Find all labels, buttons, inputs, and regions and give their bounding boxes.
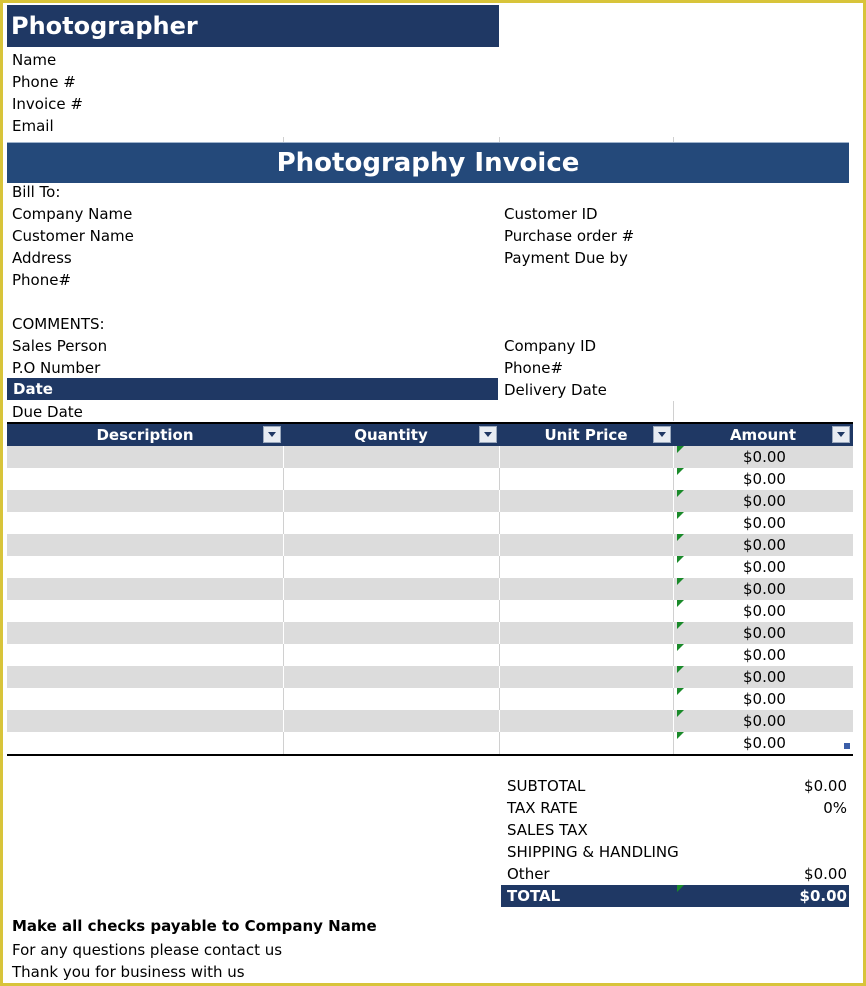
company-name-label: Company Name — [12, 205, 133, 223]
cell-divider — [283, 512, 284, 534]
amount-cell[interactable]: $0.00 — [743, 646, 786, 664]
table-row[interactable] — [7, 446, 853, 468]
cell-divider — [283, 710, 284, 732]
table-row[interactable] — [7, 622, 853, 644]
resize-handle-icon[interactable] — [844, 743, 850, 749]
bill-to-label: Bill To: — [12, 183, 61, 201]
cell-divider — [499, 732, 500, 754]
cell-divider — [283, 578, 284, 600]
purchase-order-label: Purchase order # — [504, 227, 635, 245]
cell-divider — [499, 710, 500, 732]
amount-cell[interactable]: $0.00 — [743, 734, 786, 752]
quantity-filter-dropdown[interactable] — [479, 426, 497, 443]
unit-price-header-label: Unit Price — [544, 426, 628, 444]
cell-divider — [499, 512, 500, 534]
table-header — [7, 422, 853, 446]
table-row[interactable] — [7, 534, 853, 556]
amount-cell[interactable]: $0.00 — [743, 514, 786, 532]
po-number-label: P.O Number — [12, 359, 101, 377]
subtotal-row — [501, 775, 849, 797]
company-id-label: Company ID — [504, 337, 597, 355]
questions-note: For any questions please contact us — [12, 941, 283, 959]
table-row[interactable] — [7, 688, 853, 710]
date-label: Date — [7, 378, 498, 400]
cell-divider — [499, 578, 500, 600]
description-header-label: Description — [96, 426, 194, 444]
column-header-unit-price — [499, 424, 673, 446]
cell-divider — [283, 446, 284, 468]
column-header-quantity — [283, 424, 499, 446]
cell-divider — [283, 644, 284, 666]
amount-header-label: Amount — [729, 426, 797, 444]
customer-id-label: Customer ID — [504, 205, 598, 223]
table-row[interactable] — [7, 578, 853, 600]
cell-divider — [283, 732, 284, 754]
quantity-header-label: Quantity — [354, 426, 428, 444]
other-row — [501, 863, 849, 885]
unit-price-filter-dropdown[interactable] — [653, 426, 671, 443]
email-label: Email — [12, 117, 54, 135]
sales-person-label: Sales Person — [12, 337, 108, 355]
amount-cell[interactable]: $0.00 — [743, 712, 786, 730]
subtotal-value: $0.00 — [804, 777, 847, 795]
phone-label: Phone # — [12, 73, 76, 91]
table-row[interactable] — [7, 468, 853, 490]
cell-divider — [499, 446, 500, 468]
amount-cell[interactable]: $0.00 — [743, 470, 786, 488]
cell-divider — [283, 600, 284, 622]
checks-payable-note: Make all checks payable to Company Name — [12, 917, 377, 935]
table-row[interactable] — [7, 732, 853, 754]
amount-cell[interactable]: $0.00 — [743, 580, 786, 598]
amount-cell[interactable]: $0.00 — [743, 602, 786, 620]
table-row[interactable] — [7, 666, 853, 688]
cell-divider — [499, 688, 500, 710]
comments-block — [12, 313, 107, 379]
amount-cell[interactable]: $0.00 — [743, 668, 786, 686]
comments-right-block — [504, 335, 607, 401]
cell-divider — [499, 622, 500, 644]
sales-tax-row — [501, 819, 849, 841]
bill-phone-label: Phone# — [12, 271, 72, 289]
other-value: $0.00 — [804, 865, 847, 883]
subtotal-label: SUBTOTAL — [507, 777, 586, 795]
comments-phone-label: Phone# — [504, 359, 564, 377]
shipping-row — [501, 841, 849, 863]
sales-tax-label: SALES TAX — [507, 821, 588, 839]
column-header-amount — [673, 424, 853, 446]
bill-to-right-block — [504, 203, 634, 269]
description-filter-dropdown[interactable] — [263, 426, 281, 443]
table-row[interactable] — [7, 644, 853, 666]
name-label: Name — [12, 51, 57, 69]
error-flag-icon — [677, 885, 684, 892]
cell-divider — [499, 556, 500, 578]
amount-cell[interactable]: $0.00 — [743, 624, 786, 642]
amount-filter-dropdown[interactable] — [832, 426, 850, 443]
address-label: Address — [12, 249, 72, 267]
other-label: Other — [507, 865, 550, 883]
due-date-label: Due Date — [12, 403, 83, 421]
cell-divider — [283, 468, 284, 490]
photographer-header: Photographer — [7, 5, 499, 47]
amount-cell[interactable]: $0.00 — [743, 558, 786, 576]
invoice-number-label: Invoice # — [12, 95, 83, 113]
thanks-note: Thank you for business with us — [12, 963, 245, 981]
tax-rate-value: 0% — [823, 799, 847, 817]
bill-to-block — [12, 181, 134, 291]
cell-divider — [283, 556, 284, 578]
amount-cell[interactable]: $0.00 — [743, 690, 786, 708]
total-label: TOTAL — [507, 887, 561, 905]
cell-divider — [283, 534, 284, 556]
cell-divider — [283, 666, 284, 688]
cell-divider — [499, 644, 500, 666]
amount-cell[interactable]: $0.00 — [743, 536, 786, 554]
amount-cell[interactable]: $0.00 — [743, 492, 786, 510]
cell-divider — [499, 490, 500, 512]
items-table — [7, 422, 853, 756]
cell-divider — [499, 600, 500, 622]
cell-divider — [499, 666, 500, 688]
table-row[interactable] — [7, 512, 853, 534]
table-row[interactable] — [7, 490, 853, 512]
table-body — [7, 446, 853, 754]
column-header-description — [7, 424, 283, 446]
tax-rate-label: TAX RATE — [507, 799, 578, 817]
amount-cell[interactable]: $0.00 — [743, 448, 786, 466]
comments-label: COMMENTS: — [12, 315, 105, 333]
delivery-date-label: Delivery Date — [504, 381, 607, 399]
cell-divider — [283, 490, 284, 512]
table-row[interactable] — [7, 710, 853, 732]
shipping-label: SHIPPING & HANDLING — [507, 843, 679, 861]
table-row[interactable] — [7, 600, 853, 622]
cell-divider — [283, 622, 284, 644]
grid-mark — [673, 401, 674, 421]
cell-divider — [499, 468, 500, 490]
photographer-fields — [12, 49, 83, 137]
payment-due-label: Payment Due by — [504, 249, 628, 267]
table-row[interactable] — [7, 556, 853, 578]
total-value: $0.00 — [799, 887, 847, 905]
tax-rate-row — [501, 797, 849, 819]
customer-name-label: Customer Name — [12, 227, 134, 245]
invoice-title: Photography Invoice — [7, 142, 849, 183]
cell-divider — [283, 688, 284, 710]
cell-divider — [499, 534, 500, 556]
total-row — [501, 885, 849, 907]
table-bottom-border — [7, 754, 853, 756]
